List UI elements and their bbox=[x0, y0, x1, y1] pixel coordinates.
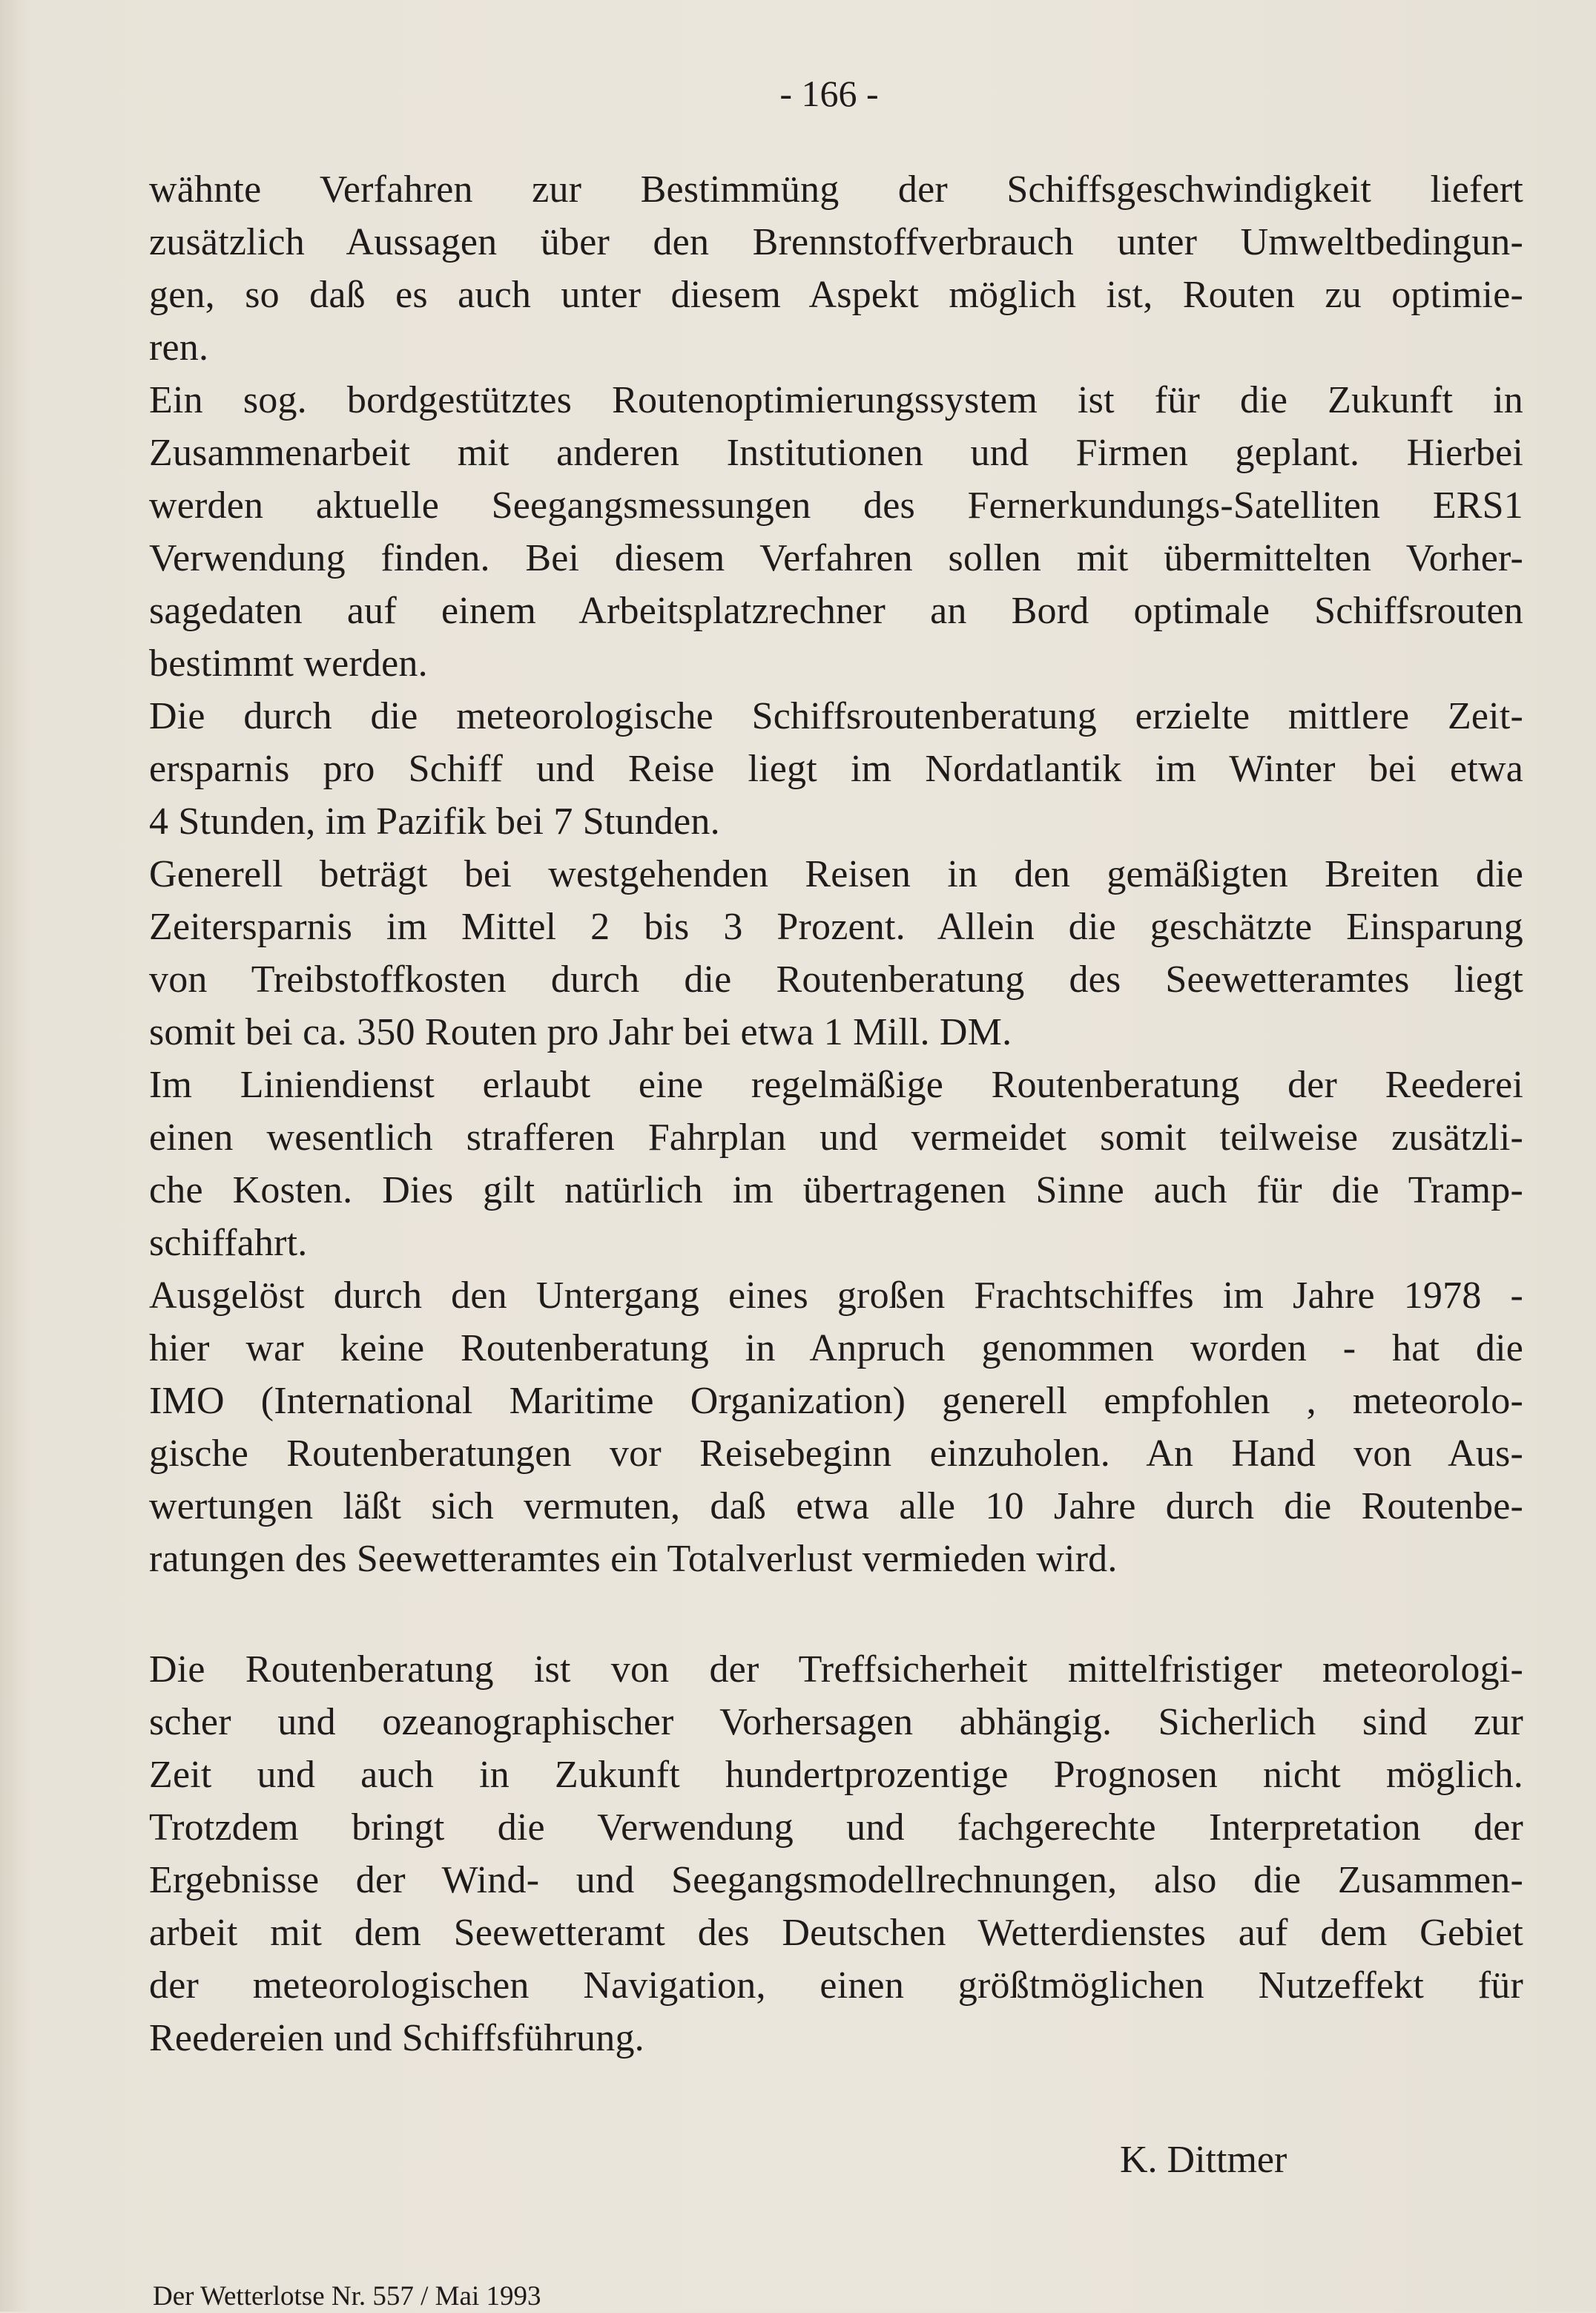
paragraph bbox=[149, 690, 1523, 848]
text-line: Die durch die meteorologische Schiffsroutenberatung erzielte mittlere Zeit- bbox=[149, 695, 1523, 737]
text-line: Die Routenberatung ist von der Treffsicherheit mittelfristiger meteorologi- bbox=[149, 1648, 1523, 1691]
text-line: Zusammenarbeit mit anderen Institutionen und Firmen geplant. Hierbei bbox=[149, 432, 1523, 474]
text-line: Ausgelöst durch den Untergang eines großen Frachtschiffes im Jahre 1978 - bbox=[149, 1274, 1523, 1317]
text-line: ratungen des Seewetteramtes ein Totalverlust vermieden wird. bbox=[149, 1538, 1118, 1580]
text-line: bestimmt werden. bbox=[149, 642, 428, 685]
text-line: Ergebnisse der Wind- und Seegangsmodellrechnungen, also die Zusammen- bbox=[149, 1859, 1523, 1901]
text-line: arbeit mit dem Seewetteramt des Deutschen Wetterdienstes auf dem Gebiet bbox=[149, 1912, 1523, 1954]
text-line: einen wesentlich strafferen Fahrplan und vermeidet somit teilweise zusätzli- bbox=[149, 1116, 1523, 1159]
text-line: Zeitersparnis im Mittel 2 bis 3 Prozent. Allein die geschätzte Einsparung bbox=[149, 906, 1523, 948]
text-line: der meteorologischen Navigation, einen größtmöglichen Nutzeffekt für bbox=[149, 1964, 1523, 2007]
paragraph bbox=[149, 374, 1523, 690]
publication-footer: Der Wetterlotse Nr. 557 / Mai 1993 bbox=[153, 2281, 541, 2312]
text-line: von Treibstoffkosten durch die Routenberatung des Seewetteramtes liegt bbox=[149, 958, 1523, 1001]
text-line: ren. bbox=[149, 326, 209, 369]
text-line: Trotzdem bringt die Verwendung und fachgerechte Interpretation der bbox=[149, 1806, 1523, 1849]
text-line: scher und ozeanographischer Vorhersagen abhängig. Sicherlich sind zur bbox=[149, 1701, 1523, 1743]
paragraph bbox=[149, 848, 1523, 1059]
text-line: IMO (International Maritime Organization) generell empfohlen , meteorolo- bbox=[149, 1380, 1523, 1422]
text-line: zusätzlich Aussagen über den Brennstoffverbrauch unter Umweltbedingun- bbox=[149, 221, 1523, 263]
text-line: somit bei ca. 350 Routen pro Jahr bei etwa 1 Mill. DM. bbox=[149, 1011, 1012, 1053]
text-line: Generell beträgt bei westgehenden Reisen in den gemäßigten Breiten die bbox=[149, 853, 1523, 895]
paragraph bbox=[149, 1643, 1523, 2064]
text-line: gische Routenberatungen vor Reisebeginn einzuholen. An Hand von Aus- bbox=[149, 1432, 1523, 1475]
text-line: Im Liniendienst erlaubt eine regelmäßige Routenberatung der Reederei bbox=[149, 1064, 1523, 1106]
text-line: ersparnis pro Schiff und Reise liegt im Nordatlantik im Winter bei etwa bbox=[149, 748, 1523, 790]
text-line: hier war keine Routenberatung in Anpruch genommen worden - hat die bbox=[149, 1327, 1523, 1369]
paragraph-spacer bbox=[149, 1585, 1523, 1643]
text-line: 4 Stunden, im Pazifik bei 7 Stunden. bbox=[149, 800, 720, 843]
text-line: wähnte Verfahren zur Bestimmüng der Schiffsgeschwindigkeit liefert bbox=[149, 168, 1523, 211]
paragraph bbox=[149, 1269, 1523, 1585]
text-line: che Kosten. Dies gilt natürlich im übertragenen Sinne auch für die Tramp- bbox=[149, 1169, 1523, 1211]
text-line: werden aktuelle Seegangsmessungen des Fernerkundungs-Satelliten ERS1 bbox=[149, 484, 1523, 527]
text-line: schiffahrt. bbox=[149, 1222, 308, 1264]
text-line: Zeit und auch in Zukunft hundertprozentige Prognosen nicht möglich. bbox=[149, 1754, 1523, 1796]
author-signature: K. Dittmer bbox=[1120, 2139, 1287, 2181]
article-body bbox=[149, 163, 1523, 2064]
paragraph bbox=[149, 1059, 1523, 1269]
text-line: sagedaten auf einem Arbeitsplatzrechner an Bord optimale Schiffsrouten bbox=[149, 590, 1523, 632]
text-line: Reedereien und Schiffsführung. bbox=[149, 2017, 644, 2059]
text-line: wertungen läßt sich vermuten, daß etwa alle 10 Jahre durch die Routenbe- bbox=[149, 1485, 1523, 1527]
page-number: - 166 - bbox=[779, 73, 879, 114]
paragraph bbox=[149, 163, 1523, 374]
text-line: gen, so daß es auch unter diesem Aspekt möglich ist, Routen zu optimie- bbox=[149, 274, 1523, 316]
text-line: Verwendung finden. Bei diesem Verfahren sollen mit übermittelten Vorher- bbox=[149, 537, 1523, 579]
text-line: Ein sog. bordgestütztes Routenoptimierungssystem ist für die Zukunft in bbox=[149, 379, 1523, 421]
